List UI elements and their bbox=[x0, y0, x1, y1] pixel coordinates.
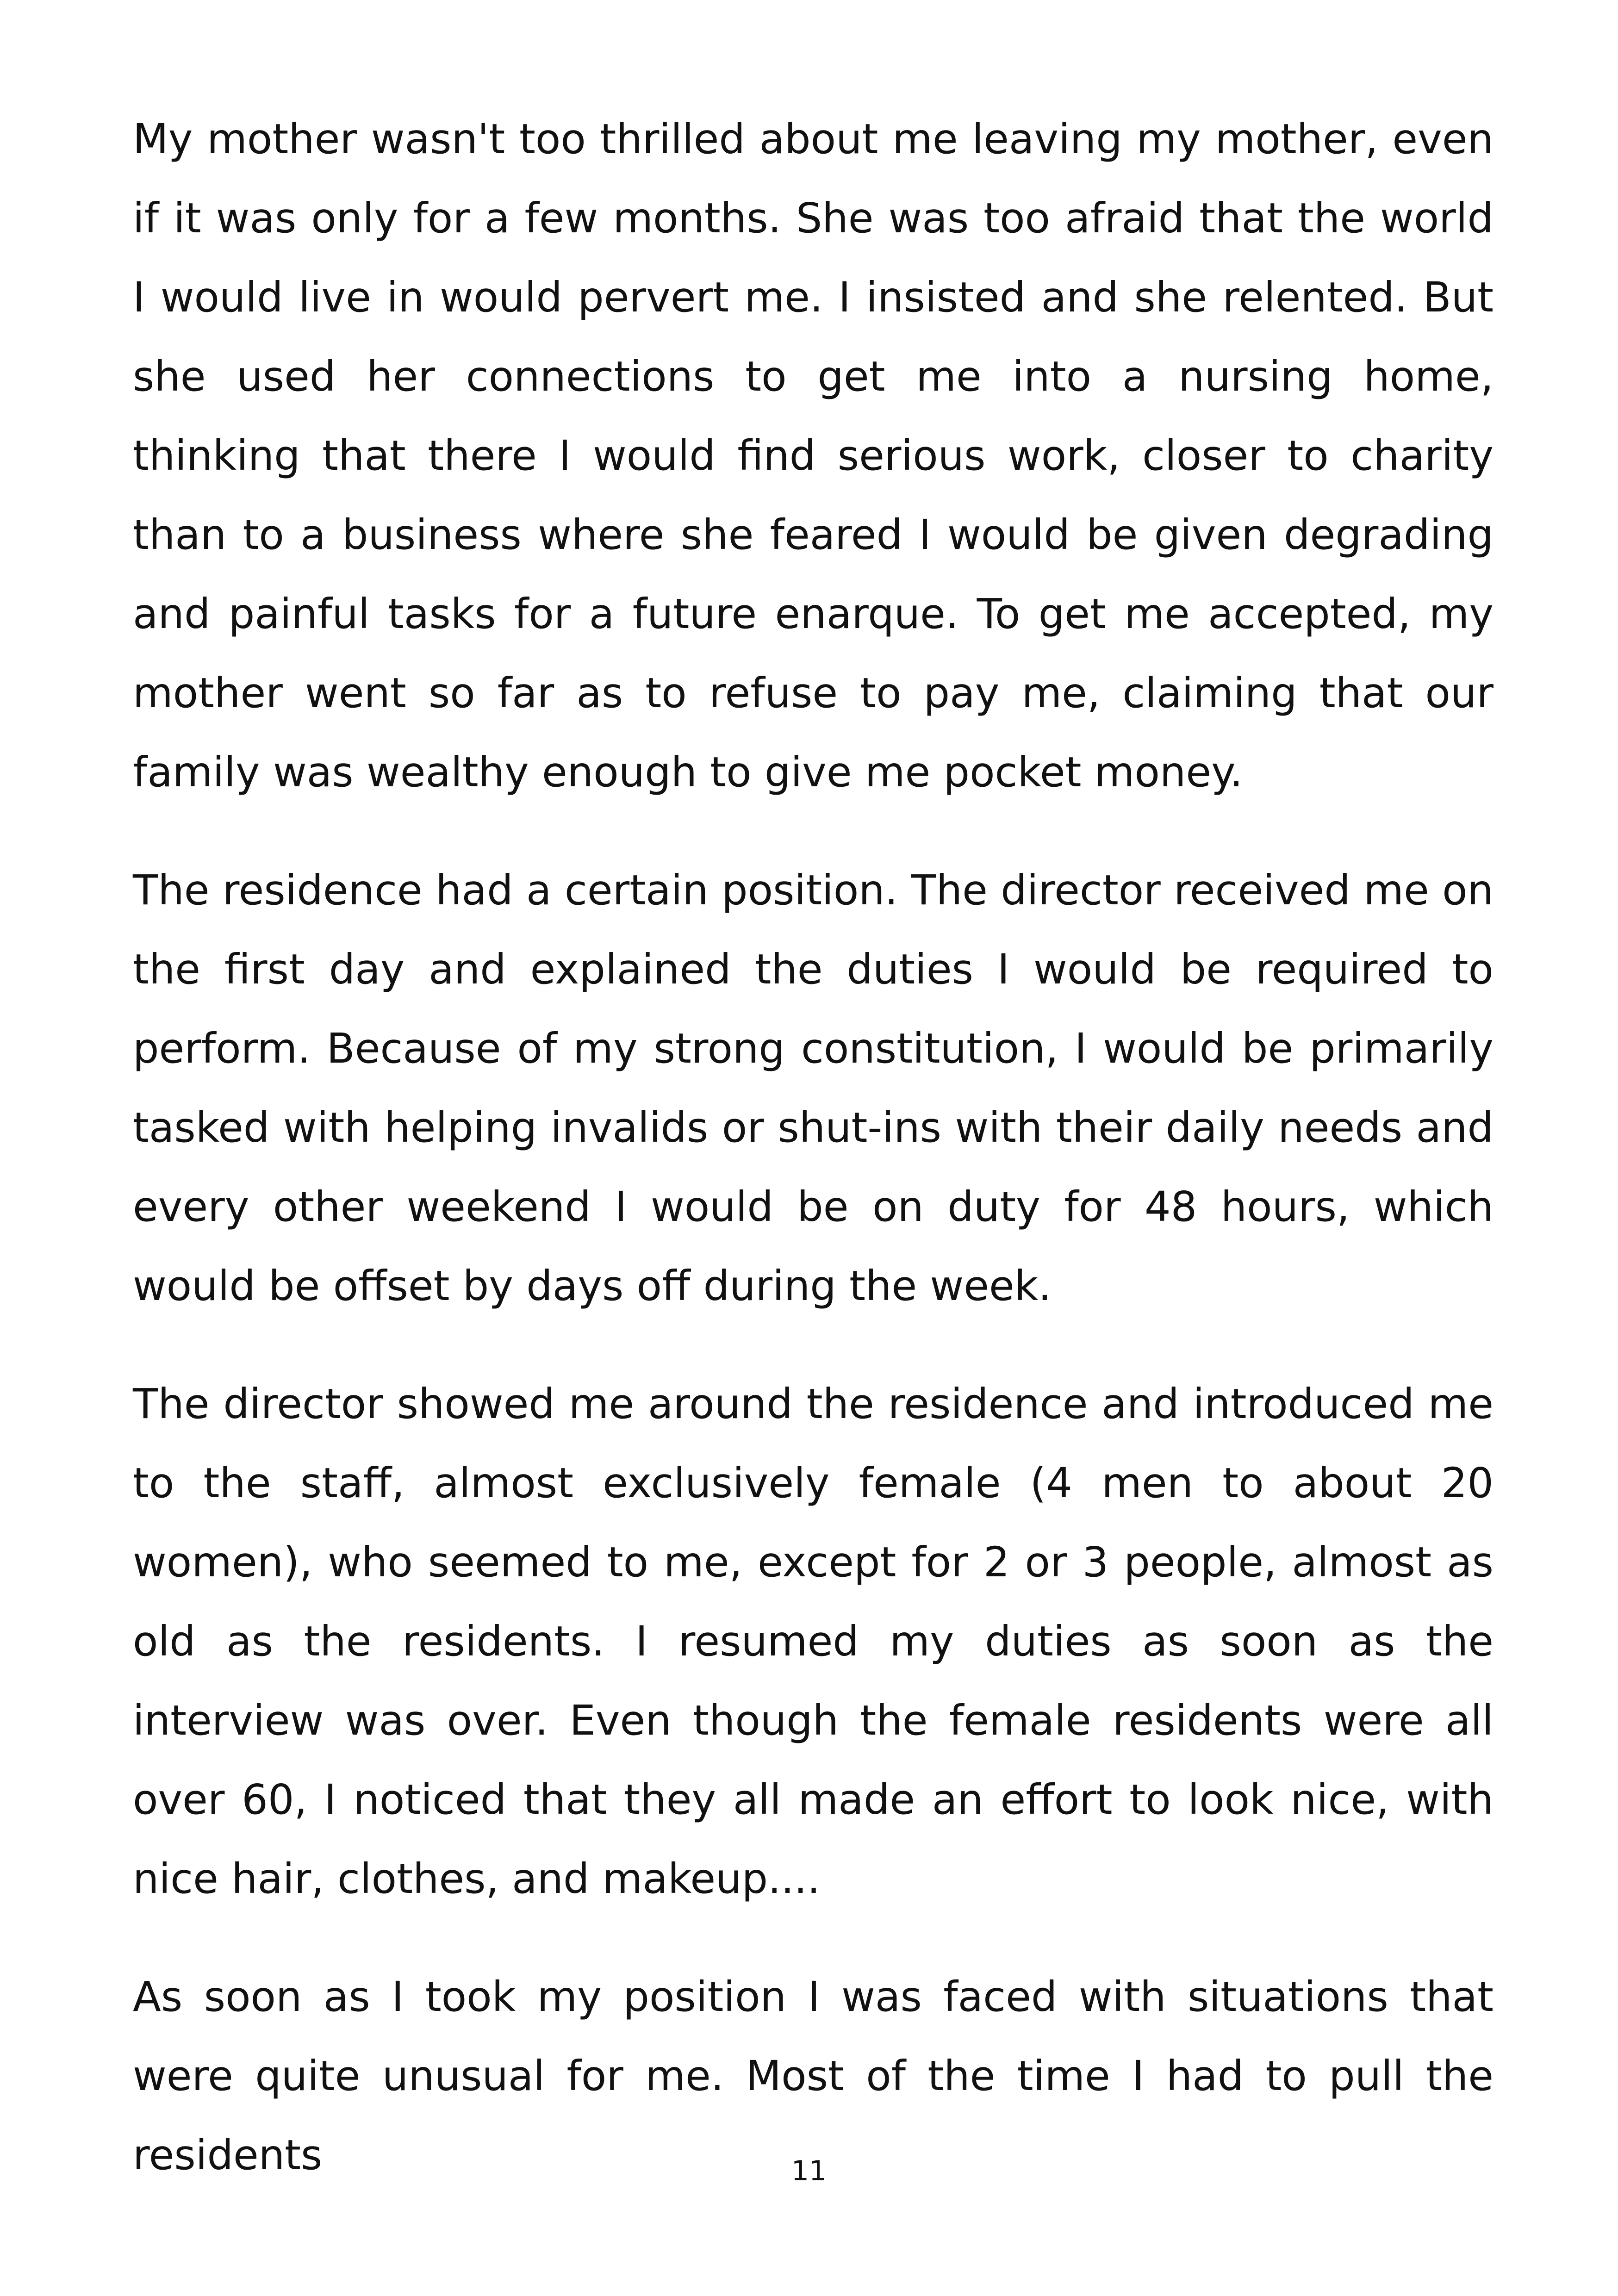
body-text bbox=[133, 100, 1494, 2195]
paragraph: The residence had a certain position. The director received me on the first day and explained the duties I would be required to perform. Because of my strong constitution, I would be primarily tasked with helping invalids or shut-ins with their daily needs and every other weekend I would be on duty for 48 hours, which would be offset by days off during the week. bbox=[133, 866, 1494, 1310]
page-number: 11 bbox=[791, 2155, 827, 2187]
paragraph: The director showed me around the residence and introduced me to the staff, almost exclusively female (4 men to about 20 women), who seemed to me, except for 2 or 3 people, almost as old as the residents. I resumed my duties as soon as the interview was over. Even though the female residents were all over 60, I noticed that they all made an effort to look nice, with nice hair, clothes, and makeup.... bbox=[133, 1380, 1494, 1903]
paragraph: As soon as I took my position I was faced with situations that were quite unusual for me. Most of the time I had to pull the residents bbox=[133, 1972, 1494, 2179]
paragraph: My mother wasn't too thrilled about me leaving my mother, even if it was only for a few months. She was too afraid that the world I would live in would pervert me. I insisted and she relented. But she used her connections to get me into a nursing home, thinking that there I would find serious work, closer to charity than to a business where she feared I would be given degrading and painful tasks for a future enarque. To get me accepted, my mother went so far as to refuse to pay me, claiming that our family was wealthy enough to give me pocket money. bbox=[133, 115, 1494, 796]
